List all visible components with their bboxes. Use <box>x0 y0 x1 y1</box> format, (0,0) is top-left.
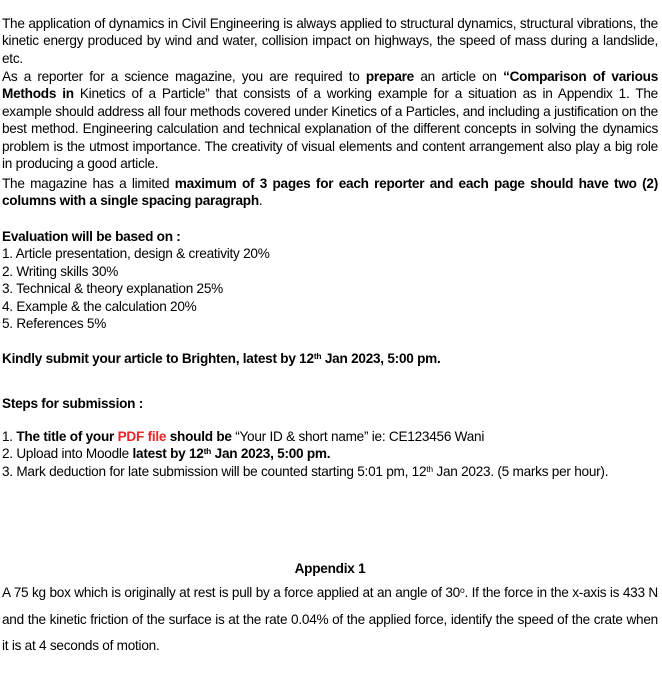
appendix-title: Appendix 1 <box>294 561 366 576</box>
evaluation-section <box>2 228 658 332</box>
appendix-text-1: A 75 kg box which is originally at rest is pull by a force applied at an angle of 30 <box>2 585 460 600</box>
task-text-2: an article on <box>414 69 504 84</box>
intro-text: The application of dynamics in Civil Engineering is always applied to structural dynamics, structural vibrations, the kinetic energy produced by wind and water, collision impact on highways, the speed of mass during a landslide, etc. <box>2 16 658 66</box>
step-3-text: 3. Mark deduction for late submission will be counted starting 5:01 pm, 12 <box>2 463 427 479</box>
appendix-text-2: . If the force in the x-axis is 433 N and the kinetic friction of the surface is at the rate 0.04% of the applied force, identify the speed of the crate when it is at 4 seconds of motion. <box>2 585 658 653</box>
evaluation-item: 1. Article presentation, design & creativity 20% <box>2 246 270 262</box>
task-bold-prepare: prepare <box>365 69 414 84</box>
intro-paragraph <box>2 15 658 67</box>
appendix-degree: o <box>460 585 465 595</box>
evaluation-item: 2. Writing skills 30% <box>2 263 119 279</box>
step-1-bold-b: should be <box>166 429 232 444</box>
deadline-line <box>2 350 658 367</box>
task-paragraph <box>2 68 658 172</box>
step-2-bold-end: Jan 2023, 5:00 pm. <box>211 446 331 462</box>
step-1 <box>2 428 658 445</box>
task-text-1: As a reporter for a science magazine, you are required to <box>2 69 366 84</box>
step-2-sup: th <box>203 446 212 457</box>
limits-text-1: The magazine has a limited <box>2 176 175 191</box>
step-2 <box>2 445 658 462</box>
appendix-paragraph <box>2 580 658 660</box>
step-2-text: 2. Upload into Moodle <box>2 446 133 462</box>
evaluation-item: 3. Technical & theory explanation 25% <box>2 281 223 297</box>
steps-heading: Steps for submission : <box>2 396 144 411</box>
steps-list <box>2 428 658 480</box>
step-3-sup: th <box>426 463 433 474</box>
evaluation-heading: Evaluation will be based on : <box>2 229 181 244</box>
evaluation-item: 4. Example & the calculation 20% <box>2 298 197 314</box>
step-1-number: 1. <box>2 429 17 444</box>
step-1-pdf-file: PDF file <box>117 429 167 444</box>
step-2-bold: latest by 12 <box>132 446 204 462</box>
deadline-suffix: Jan 2023, 5:00 pm. <box>321 351 441 366</box>
step-3 <box>2 463 658 480</box>
deadline-text: Kindly submit your article to Brighten, latest by 12 <box>2 351 314 366</box>
limits-paragraph <box>2 175 658 210</box>
task-text-3: Kinetics of a Particle” that consists of a working example for a situation as in Appendix 1. The example should address all four methods covered under Kinetics of a Particles, and including a justification on the best method. Engineering calculation and technical explanation of the different concepts in solving the dynamics problem is the utmost importance. The creativity of visual elements and content arrangement also play a big role in producing a good article. <box>2 86 658 172</box>
step-1-rest: “Your ID & short name” ie: CE123456 Wani <box>231 429 485 444</box>
task-bold-title: “Comparison of various Methods in <box>2 69 659 102</box>
deadline-sup: th <box>313 351 322 361</box>
step-1-bold-a: The title of your <box>16 429 118 444</box>
step-3-rest: Jan 2023. (5 marks per hour). <box>432 463 609 479</box>
limits-bold: maximum of 3 pages for each reporter and each page should have two (2) columns with a single spacing paragraph <box>2 176 658 209</box>
limits-text-2: . <box>258 193 263 209</box>
evaluation-item: 5. References 5% <box>2 316 107 332</box>
